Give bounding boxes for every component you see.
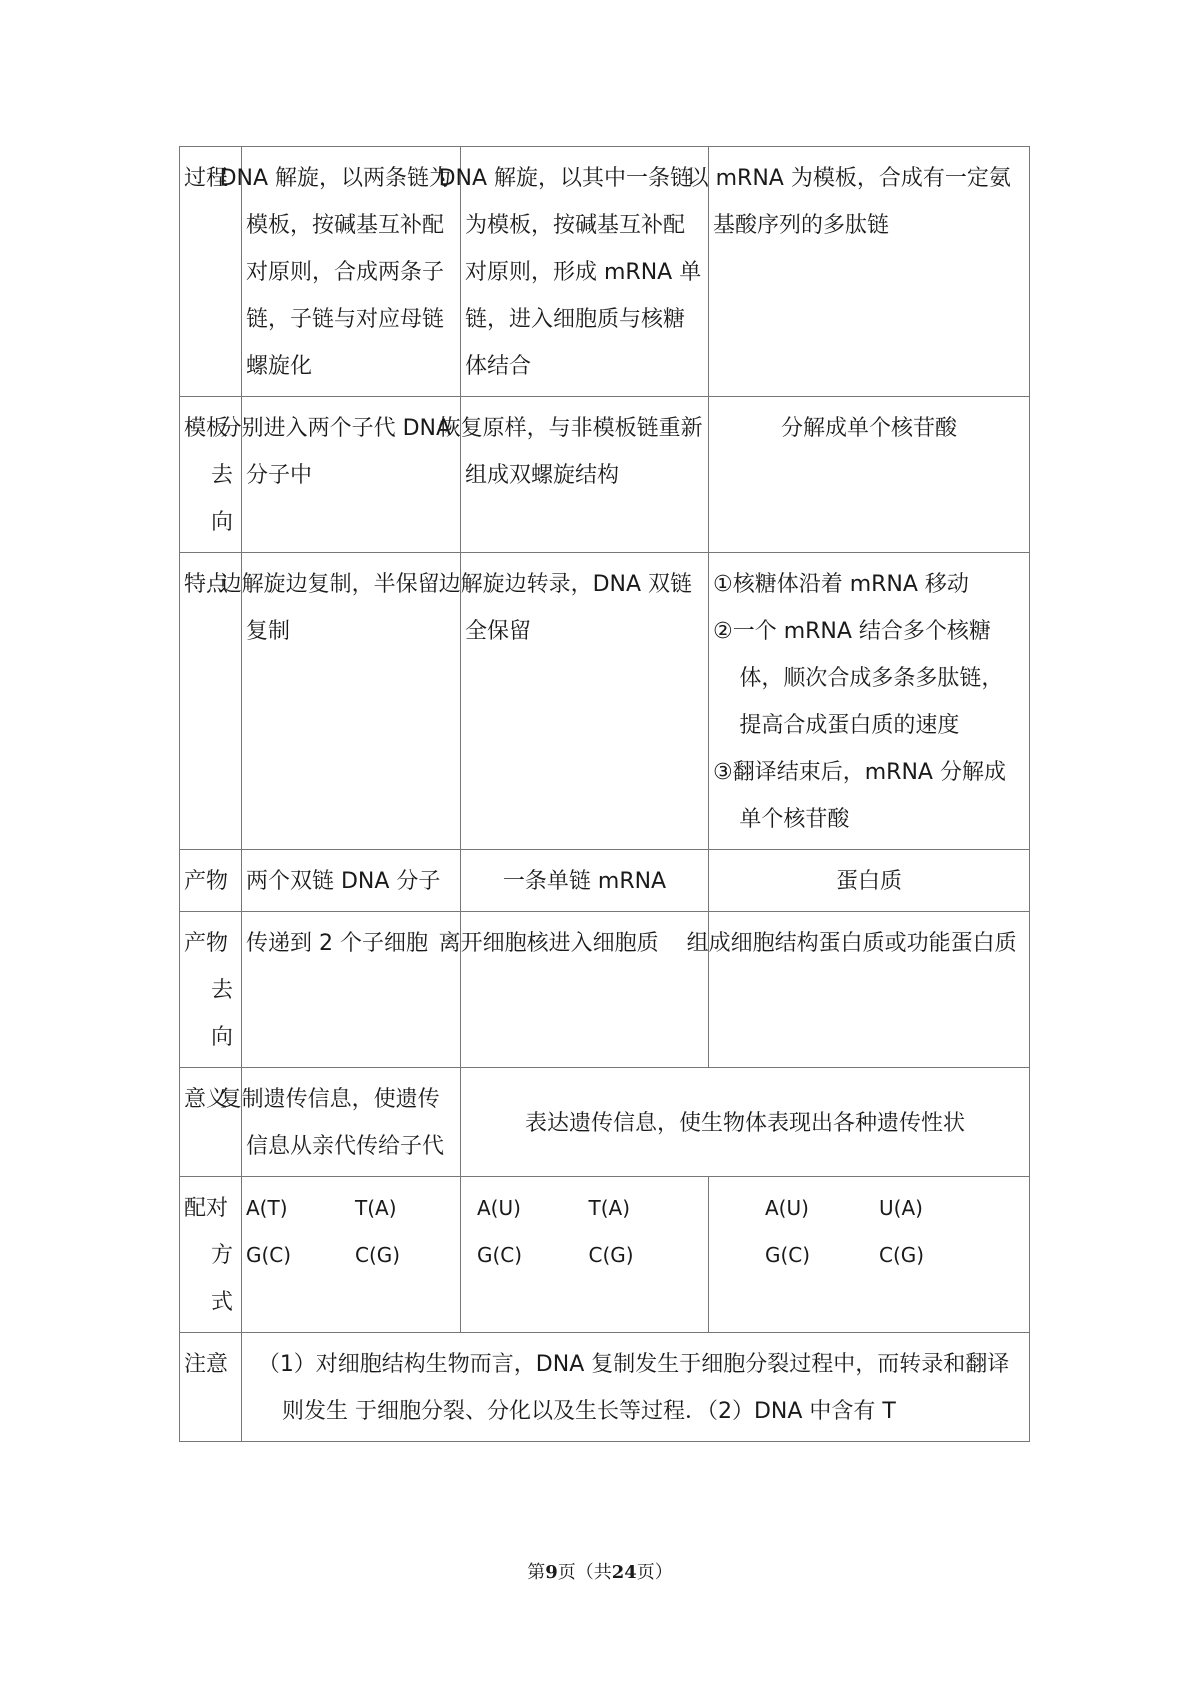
row-header-notes (180, 1333, 242, 1442)
cell-text: 边解旋边复制，半保留复制 (219, 572, 440, 644)
significance-expression-cell (461, 1068, 1030, 1177)
notes-cell (242, 1333, 1030, 1442)
cell-text: 传递到 2 个子细胞 (246, 931, 428, 956)
table-row (180, 1177, 1030, 1333)
pairing-replication-cell (242, 1177, 461, 1333)
row-header-text: 过程 (184, 166, 229, 191)
significance-replication-cell (219, 1068, 461, 1177)
cell-text: 边解旋边转录，DNA 双链全保留 (438, 572, 693, 644)
page-number: 9 (545, 1562, 558, 1583)
pairing-transcription-cell (461, 1177, 709, 1333)
base-pair: T(A) (355, 1196, 397, 1220)
cell-text: 两个双链 DNA 分子 (246, 869, 441, 894)
cell-text: DNA 解旋，以两条链为模板，按碱基互补配对原则，合成两条子链，子链与对应母链螺旋化 (219, 166, 452, 379)
template-transcription-cell (438, 397, 709, 553)
row-header-text: 向 (210, 510, 233, 535)
product-fate-replication-cell (242, 912, 461, 1068)
cell-text: 一条单链 mRNA (502, 869, 667, 894)
features-transcription-cell (438, 553, 709, 850)
product-fate-translation-cell (686, 912, 1030, 1068)
base-pair: G(C) (246, 1243, 292, 1267)
footer-prefix: 第 (527, 1562, 546, 1583)
feature-item: ②一个 mRNA 结合多个核糖体，顺次合成多条多肽链，提高合成蛋白质的速度 (713, 619, 1004, 738)
base-pair: A(U) (765, 1196, 809, 1220)
base-pair: C(G) (588, 1243, 634, 1267)
cell-text: 分别进入两个子代 DNA 分子中 (219, 416, 452, 488)
row-header-text: 意义 (184, 1087, 229, 1112)
cell-text: 复制遗传信息，使遗传信息从亲代传给子代 (219, 1087, 445, 1159)
row-header-text: 方 (210, 1243, 233, 1268)
comparison-table (179, 146, 1030, 1442)
base-pair: G(C) (765, 1243, 811, 1267)
table-row (180, 553, 1030, 850)
footer-middle: 页（共 (557, 1562, 612, 1583)
features-translation-cell (709, 553, 1030, 850)
cell-text: 蛋白质 (835, 869, 902, 894)
row-header-text: 产物 (184, 931, 229, 956)
cell-text: 离开细胞核进入细胞质 (438, 931, 659, 956)
cell-text: 表达遗传信息，使生物体表现出各种遗传性状 (524, 1110, 965, 1136)
total-pages: 24 (611, 1562, 637, 1583)
template-translation-cell (709, 397, 1030, 553)
product-fate-transcription-cell (438, 912, 709, 1068)
row-header-text: 式 (210, 1290, 233, 1315)
table-row (180, 850, 1030, 912)
page-footer (0, 1558, 1200, 1584)
process-translation-cell (686, 147, 1030, 397)
base-pair: C(G) (355, 1243, 401, 1267)
row-header-text: 去 (210, 978, 233, 1003)
cell-text: 分解成单个核苷酸 (780, 416, 957, 441)
feature-item: ①核糖体沿着 mRNA 移动 (713, 572, 969, 597)
cell-text: 恢复原样，与非模板链重新组成双螺旋结构 (438, 416, 703, 488)
feature-item: ③翻译结束后，mRNA 分解成单个核苷酸 (713, 760, 1006, 832)
footer-suffix: 页） (636, 1562, 673, 1583)
cell-text: 组成细胞结构蛋白质或功能蛋白质 (686, 931, 1017, 956)
table-row (180, 147, 1030, 397)
features-replication-cell (219, 553, 461, 850)
row-header-text: 注意 (184, 1352, 229, 1377)
process-transcription-cell (438, 147, 709, 397)
row-header-text: 产物 (184, 869, 229, 894)
table-row (180, 912, 1030, 1068)
template-replication-cell (219, 397, 461, 553)
pairing-translation-cell (709, 1177, 1030, 1333)
base-pair: T(A) (588, 1196, 631, 1220)
row-header-product-fate (180, 912, 242, 1068)
table-row (180, 1068, 1030, 1177)
base-pair: G(C) (477, 1243, 523, 1267)
product-translation-cell (709, 850, 1030, 912)
table-row (180, 1333, 1030, 1442)
cell-text: DNA 解旋，以其中一条链为模板，按碱基互补配对原则，形成 mRNA 单链，进入细胞质与核糖体结合 (438, 166, 702, 379)
product-transcription-cell (461, 850, 709, 912)
row-header-text: 向 (210, 1025, 233, 1050)
row-header-text: 特点 (184, 572, 229, 597)
base-pair: A(U) (477, 1196, 521, 1220)
notes-text: （1）对细胞结构生物而言，DNA 复制发生于细胞分裂过程中，而转录和翻译则发生 于细胞分裂、分化以及生长等过程．（2）DNA 中含有 T (257, 1352, 1010, 1424)
table-row (180, 397, 1030, 553)
row-header-text: 配对 (184, 1196, 229, 1221)
row-header-text: 去 (210, 463, 233, 488)
product-replication-cell (242, 850, 461, 912)
row-header-text: 模板 (184, 416, 229, 441)
base-pair: U(A) (879, 1196, 923, 1220)
process-replication-cell (219, 147, 461, 397)
cell-text: 以 mRNA 为模板，合成有一定氨基酸序列的多肽链 (686, 166, 1011, 238)
base-pair: A(T) (246, 1196, 288, 1220)
row-header-product (180, 850, 242, 912)
row-header-pairing (180, 1177, 242, 1333)
base-pair: C(G) (879, 1243, 925, 1267)
